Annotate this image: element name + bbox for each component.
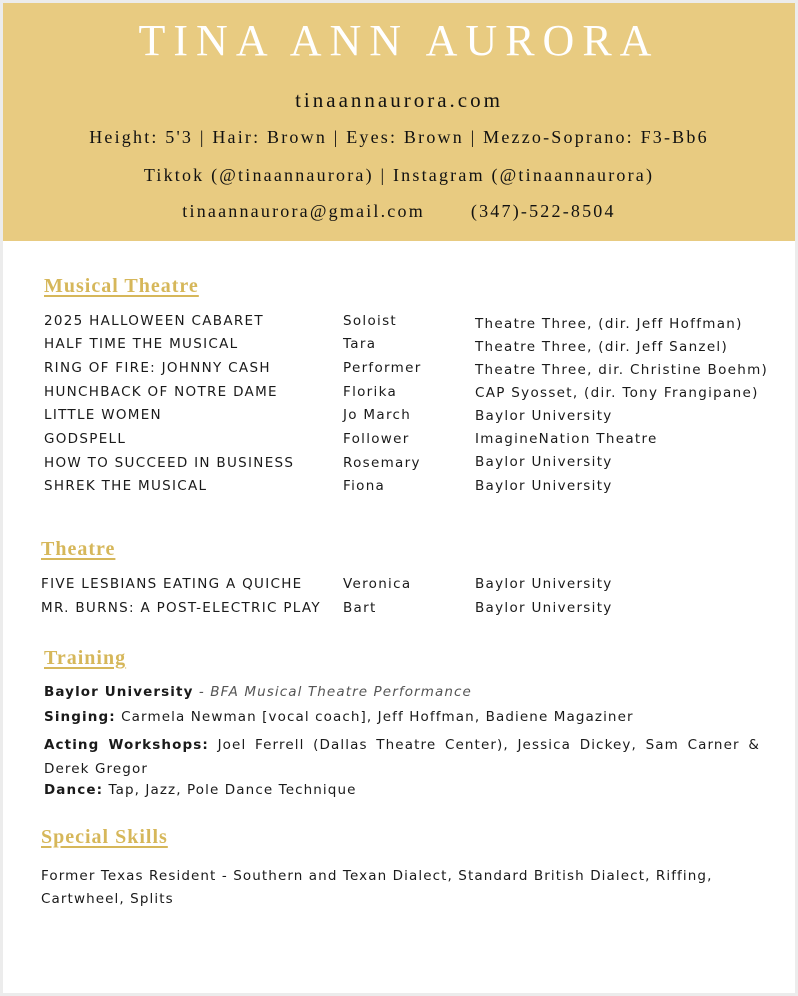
dance-styles: Tap, Jazz, Pole Dance Technique: [103, 782, 357, 798]
show-title: HOW TO SUCCEED IN BUSINESS: [44, 455, 295, 471]
show-title: LITTLE WOMEN: [44, 407, 162, 423]
header-banner: [3, 3, 795, 241]
show-title: GODSPELL: [44, 431, 127, 447]
resume-page: [3, 3, 795, 993]
venue: ImagineNation Theatre: [475, 431, 658, 447]
venue: Theatre Three, dir. Christine Boehm): [475, 362, 769, 378]
show-title: RING OF FIRE: JOHNNY CASH: [44, 360, 271, 376]
phone-number: (347)-522-8504: [470, 201, 616, 221]
role-name: Veronica: [343, 576, 412, 592]
role-name: Fiona: [343, 478, 386, 494]
venue: Baylor University: [475, 478, 613, 494]
show-title: HUNCHBACK OF NOTRE DAME: [44, 384, 278, 400]
role-name: Jo March: [343, 407, 412, 423]
role-name: Bart: [343, 600, 377, 616]
role-name: Performer: [343, 360, 422, 376]
special-skills-text: Former Texas Resident - Southern and Texan Dialect, Standard British Dialect, Riffing, Cartwheel, Splits: [41, 868, 713, 907]
acting-label: Acting Workshops:: [44, 737, 209, 753]
musical-theatre-heading: Musical Theatre: [44, 275, 199, 297]
show-title: HALF TIME THE MUSICAL: [44, 336, 239, 352]
show-title: SHREK THE MUSICAL: [44, 478, 208, 494]
email-link[interactable]: tinaannaurora@gmail.com: [182, 201, 425, 221]
role-name: Soloist: [343, 313, 398, 329]
training-acting: [44, 733, 760, 781]
acting-teachers: Joel Ferrell (Dallas Theatre Center), Jessica Dickey, Sam Carner & Derek Gregor: [44, 737, 760, 777]
dance-label: Dance:: [44, 782, 104, 798]
degree: - BFA Musical Theatre Performance: [193, 684, 472, 700]
special-skills-heading: Special Skills: [41, 826, 168, 848]
venue: Baylor University: [475, 454, 613, 470]
training-dance: [44, 782, 764, 798]
social-handles: Tiktok (@tinaannaurora) | Instagram (@tinaannaurora): [143, 165, 655, 185]
performer-name: TINA ANN AURORA: [138, 16, 660, 65]
singing-teachers: Carmela Newman [vocal coach], Jeff Hoffman, Badiene Magaziner: [115, 709, 634, 725]
venue: Baylor University: [475, 408, 613, 424]
training-school: [44, 684, 764, 700]
contact-line: [3, 201, 795, 222]
training-heading: Training: [44, 647, 127, 669]
show-title: 2025 HALLOWEEN CABARET: [44, 313, 264, 329]
role-name: Tara: [343, 336, 377, 352]
venue: Theatre Three, (dir. Jeff Sanzel): [475, 339, 729, 355]
show-title: FIVE LESBIANS EATING A QUICHE: [41, 576, 303, 592]
role-name: Rosemary: [343, 455, 421, 471]
venue: CAP Syosset, (dir. Tony Frangipane): [475, 385, 759, 401]
physical-stats: Height: 5'3 | Hair: Brown | Eyes: Brown | Mezzo-Soprano: F3-Bb6: [89, 127, 709, 147]
venue: Theatre Three, (dir. Jeff Hoffman): [475, 316, 743, 332]
role-name: Florika: [343, 384, 398, 400]
theatre-heading: Theatre: [41, 538, 116, 560]
role-name: Follower: [343, 431, 410, 447]
venue: Baylor University: [475, 576, 613, 592]
venue: Baylor University: [475, 600, 613, 616]
website-link[interactable]: tinaannaurora.com: [295, 88, 503, 112]
school-name: Baylor University: [44, 684, 194, 700]
singing-label: Singing:: [44, 709, 116, 725]
training-singing: [44, 709, 764, 725]
show-title: MR. BURNS: A POST-ELECTRIC PLAY: [41, 600, 321, 616]
